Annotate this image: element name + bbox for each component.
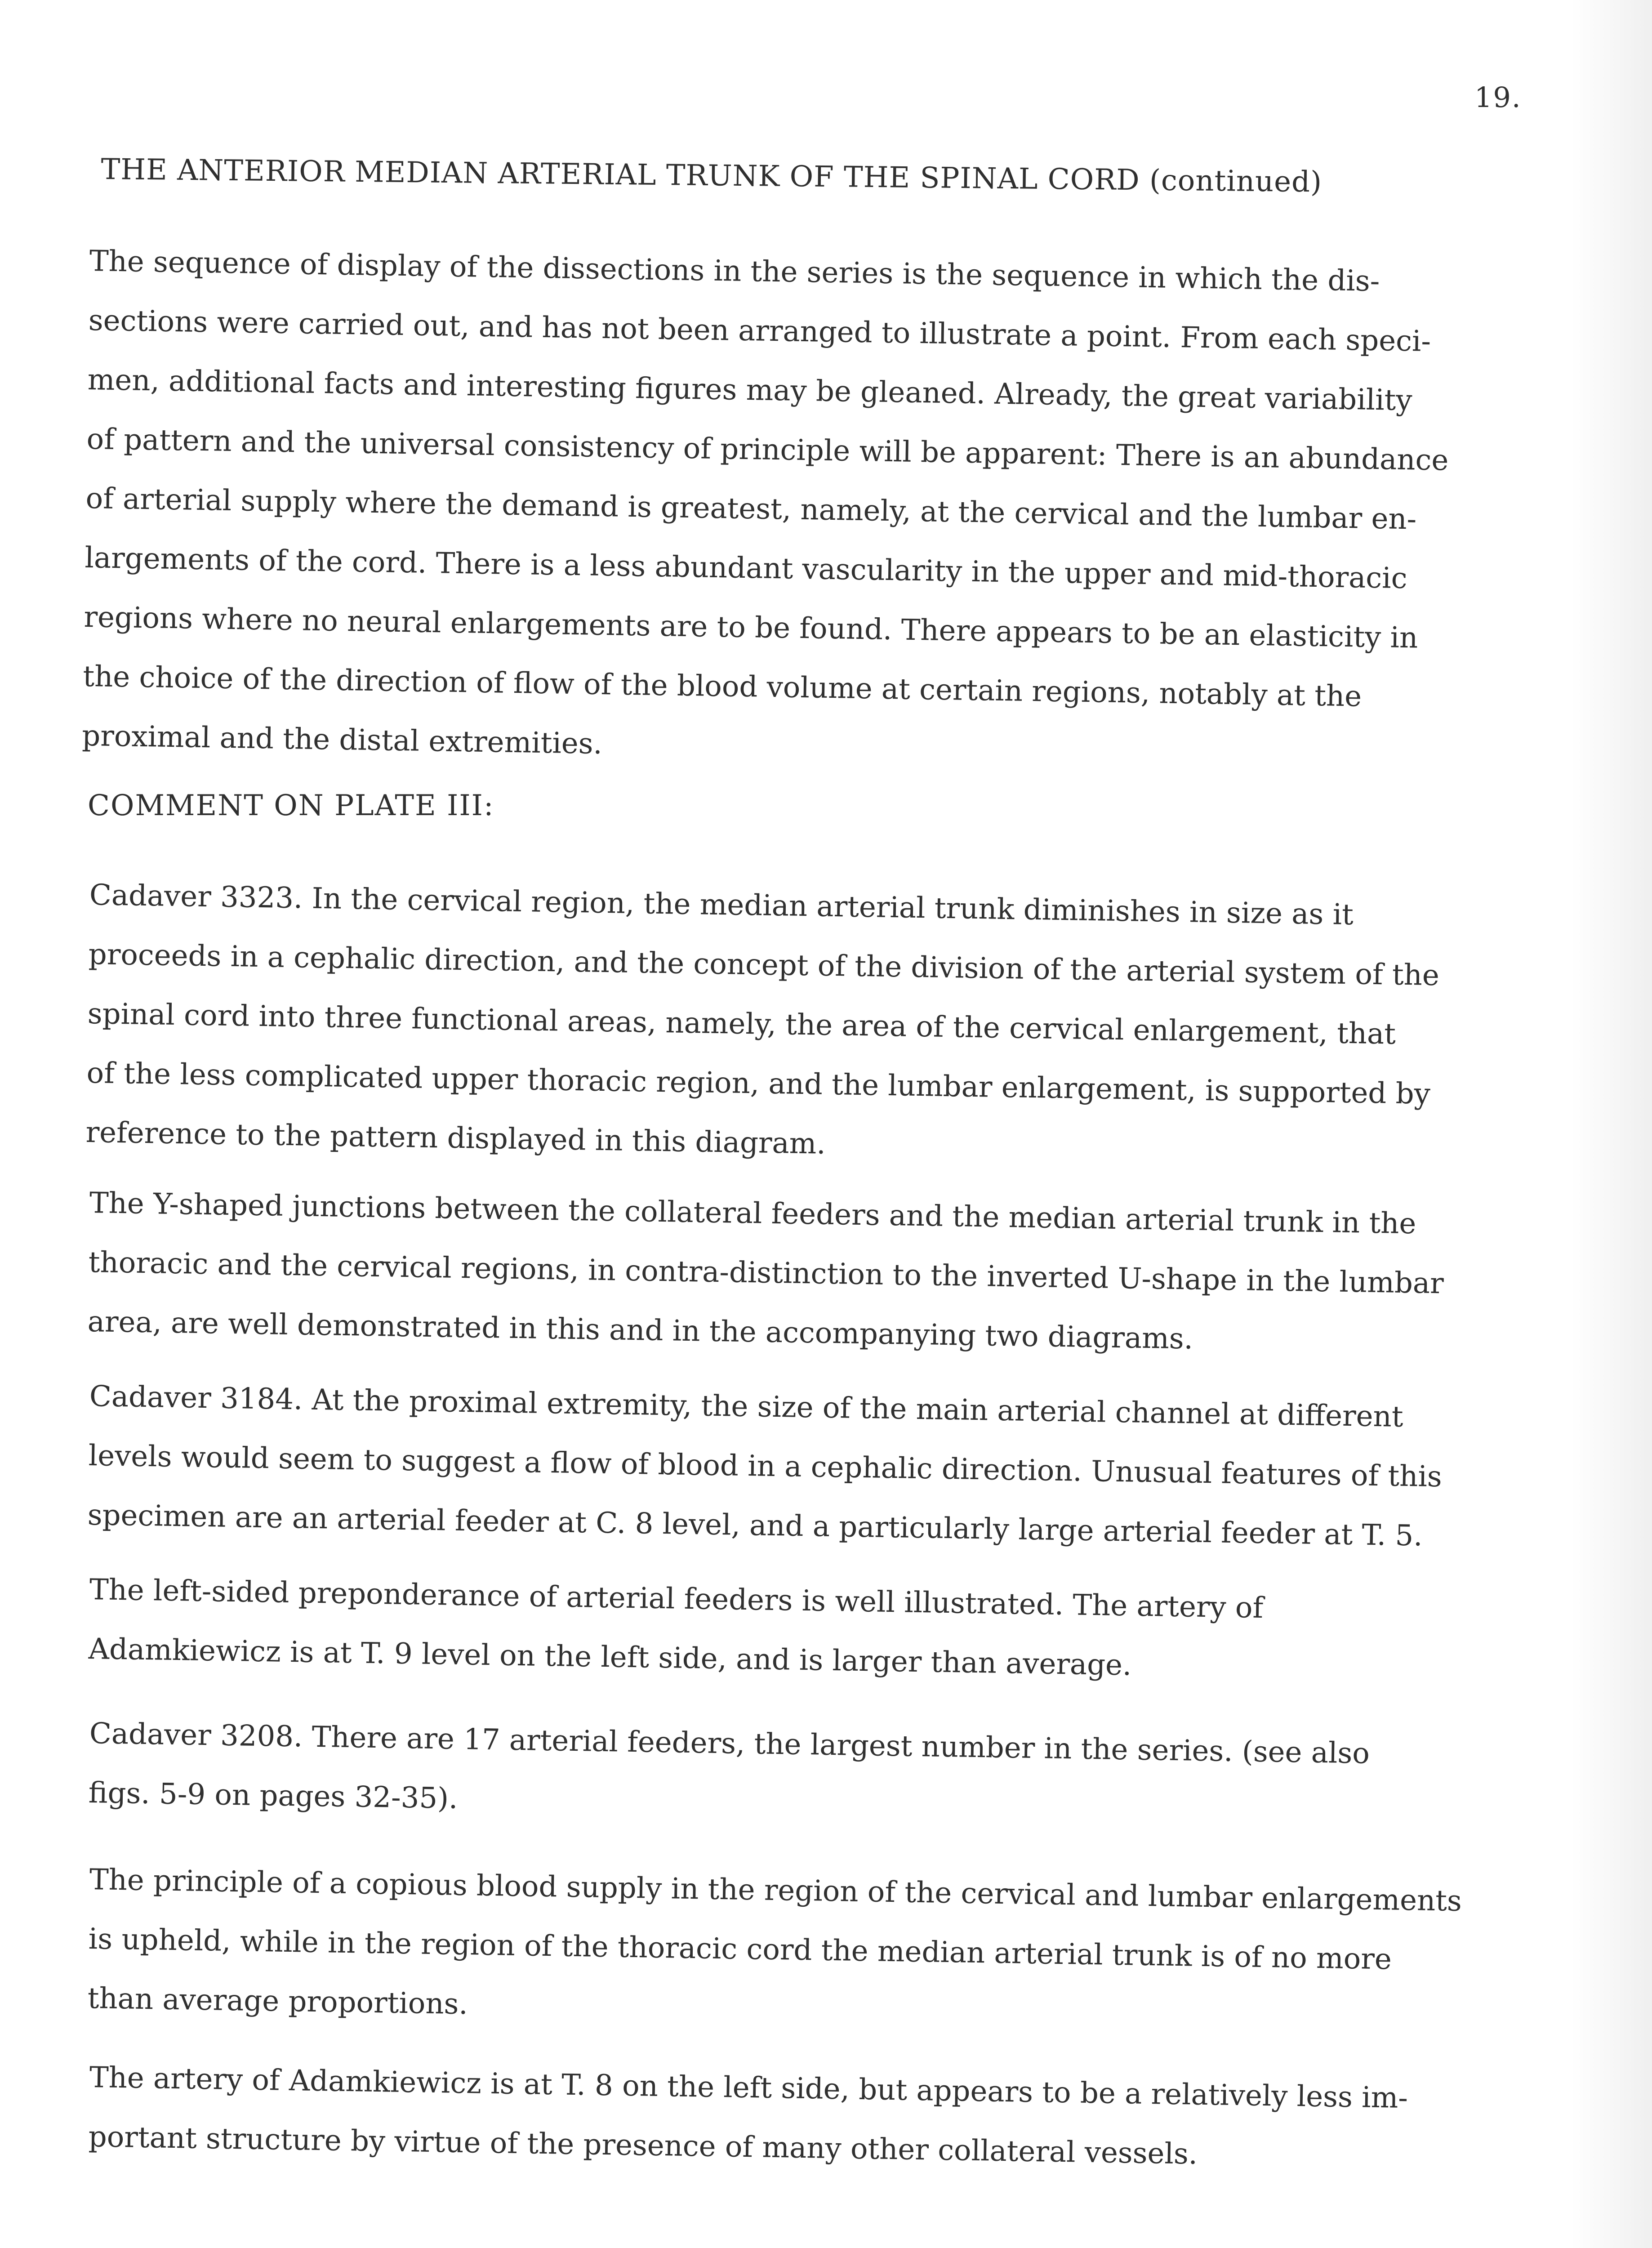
text-line: The artery of Adamkiewicz is at T. 8 on the left side, but appears to be a relatively less im- bbox=[89, 2061, 1408, 2115]
paragraph-adamkiewicz-t8 bbox=[88, 2048, 1537, 2190]
text-line: proceeds in a cephalic direction, and the concept of the division of the arterial system of the bbox=[88, 937, 1440, 993]
text-line: regions where no neural enlargements are to be found. There appears to be an elasticity in bbox=[83, 600, 1418, 655]
text-line: largements of the cord. There is a less abundant vascularity in the upper and mid-thoracic bbox=[85, 541, 1408, 596]
text-line: proximal and the distal extremities. bbox=[81, 719, 603, 761]
text-line: Cadaver 3184. At the proximal extremity, the size of the main arterial channel at different bbox=[89, 1379, 1404, 1434]
page-number: 19. bbox=[1474, 81, 1522, 114]
paragraph-cadaver-3208 bbox=[88, 1704, 1537, 1846]
paragraph-y-shaped-junctions bbox=[87, 1173, 1537, 1374]
section-heading: THE ANTERIOR MEDIAN ARTERIAL TRUNK OF THE SPINAL CORD (continued) bbox=[101, 153, 1322, 199]
comment-heading: COMMENT ON PLATE III: bbox=[88, 789, 494, 822]
text-line: spinal cord into three functional areas, namely, the area of the cervical enlargement, that bbox=[87, 997, 1396, 1051]
paragraph-left-sided-preponderance bbox=[88, 1560, 1537, 1702]
text-line: Cadaver 3208. There are 17 arterial feeders, the largest number in the series. (see also bbox=[89, 1717, 1370, 1771]
text-line: of arterial supply where the demand is greatest, namely, at the cervical and the lumbar en- bbox=[85, 482, 1417, 536]
text-line: is upheld, while in the region of the thoracic cord the median arterial trunk is of no more bbox=[88, 1922, 1392, 1976]
text-line: specimen are an arterial feeder at C. 8 level, and a particularly large arterial feeder at T. 5. bbox=[87, 1498, 1423, 1553]
page-edge-shadow bbox=[1571, 0, 1652, 2248]
text-line: The principle of a copious blood supply in the region of the cervical and lumbar enlargements bbox=[89, 1863, 1462, 1918]
text-line: of pattern and the universal consistency of principle will be apparent: There is an abundance bbox=[86, 422, 1449, 477]
text-line: the choice of the direction of flow of the blood volume at certain regions, notably at the bbox=[82, 660, 1362, 714]
intro-paragraph bbox=[81, 232, 1537, 788]
text-line: levels would seem to suggest a flow of blood in a cephalic direction. Unusual features of this bbox=[88, 1439, 1443, 1494]
paragraph-copious-blood-supply bbox=[87, 1850, 1537, 2051]
text-line: portant structure by virtue of the presence of many other collateral vessels. bbox=[88, 2120, 1198, 2171]
paragraph-cadaver-3323 bbox=[85, 865, 1537, 1185]
text-line: than average proportions. bbox=[87, 1981, 468, 2021]
text-line: reference to the pattern displayed in this diagram. bbox=[85, 1115, 826, 1161]
text-line: figs. 5-9 on pages 32-35). bbox=[88, 1776, 459, 1815]
text-line: sections were carried out, and has not been arranged to illustrate a point. From each speci- bbox=[88, 303, 1431, 358]
text-line: The sequence of display of the dissections in the series is the sequence in which the dis- bbox=[89, 244, 1380, 299]
text-line: Cadaver 3323. In the cervical region, the median arterial trunk diminishes in size as it bbox=[89, 878, 1354, 932]
paragraph-cadaver-3184 bbox=[87, 1367, 1537, 1568]
text-line: of the less complicated upper thoracic region, and the lumbar enlargement, is supported by bbox=[86, 1056, 1431, 1111]
text-line: The left-sided preponderance of arterial feeders is well illustrated. The artery of bbox=[89, 1573, 1264, 1625]
text-line: Adamkiewicz is at T. 9 level on the left side, and is larger than average. bbox=[88, 1632, 1132, 1682]
text-line: area, are well demonstrated in this and in the accompanying two diagrams. bbox=[87, 1305, 1193, 1356]
text-line: The Y-shaped junctions between the collateral feeders and the median arterial trunk in the bbox=[89, 1186, 1416, 1241]
text-line: thoracic and the cervical regions, in contra-distinction to the inverted U-shape in the lumbar bbox=[88, 1245, 1444, 1301]
text-line: men, additional facts and interesting figures may be gleaned. Already, the great variability bbox=[87, 363, 1413, 418]
